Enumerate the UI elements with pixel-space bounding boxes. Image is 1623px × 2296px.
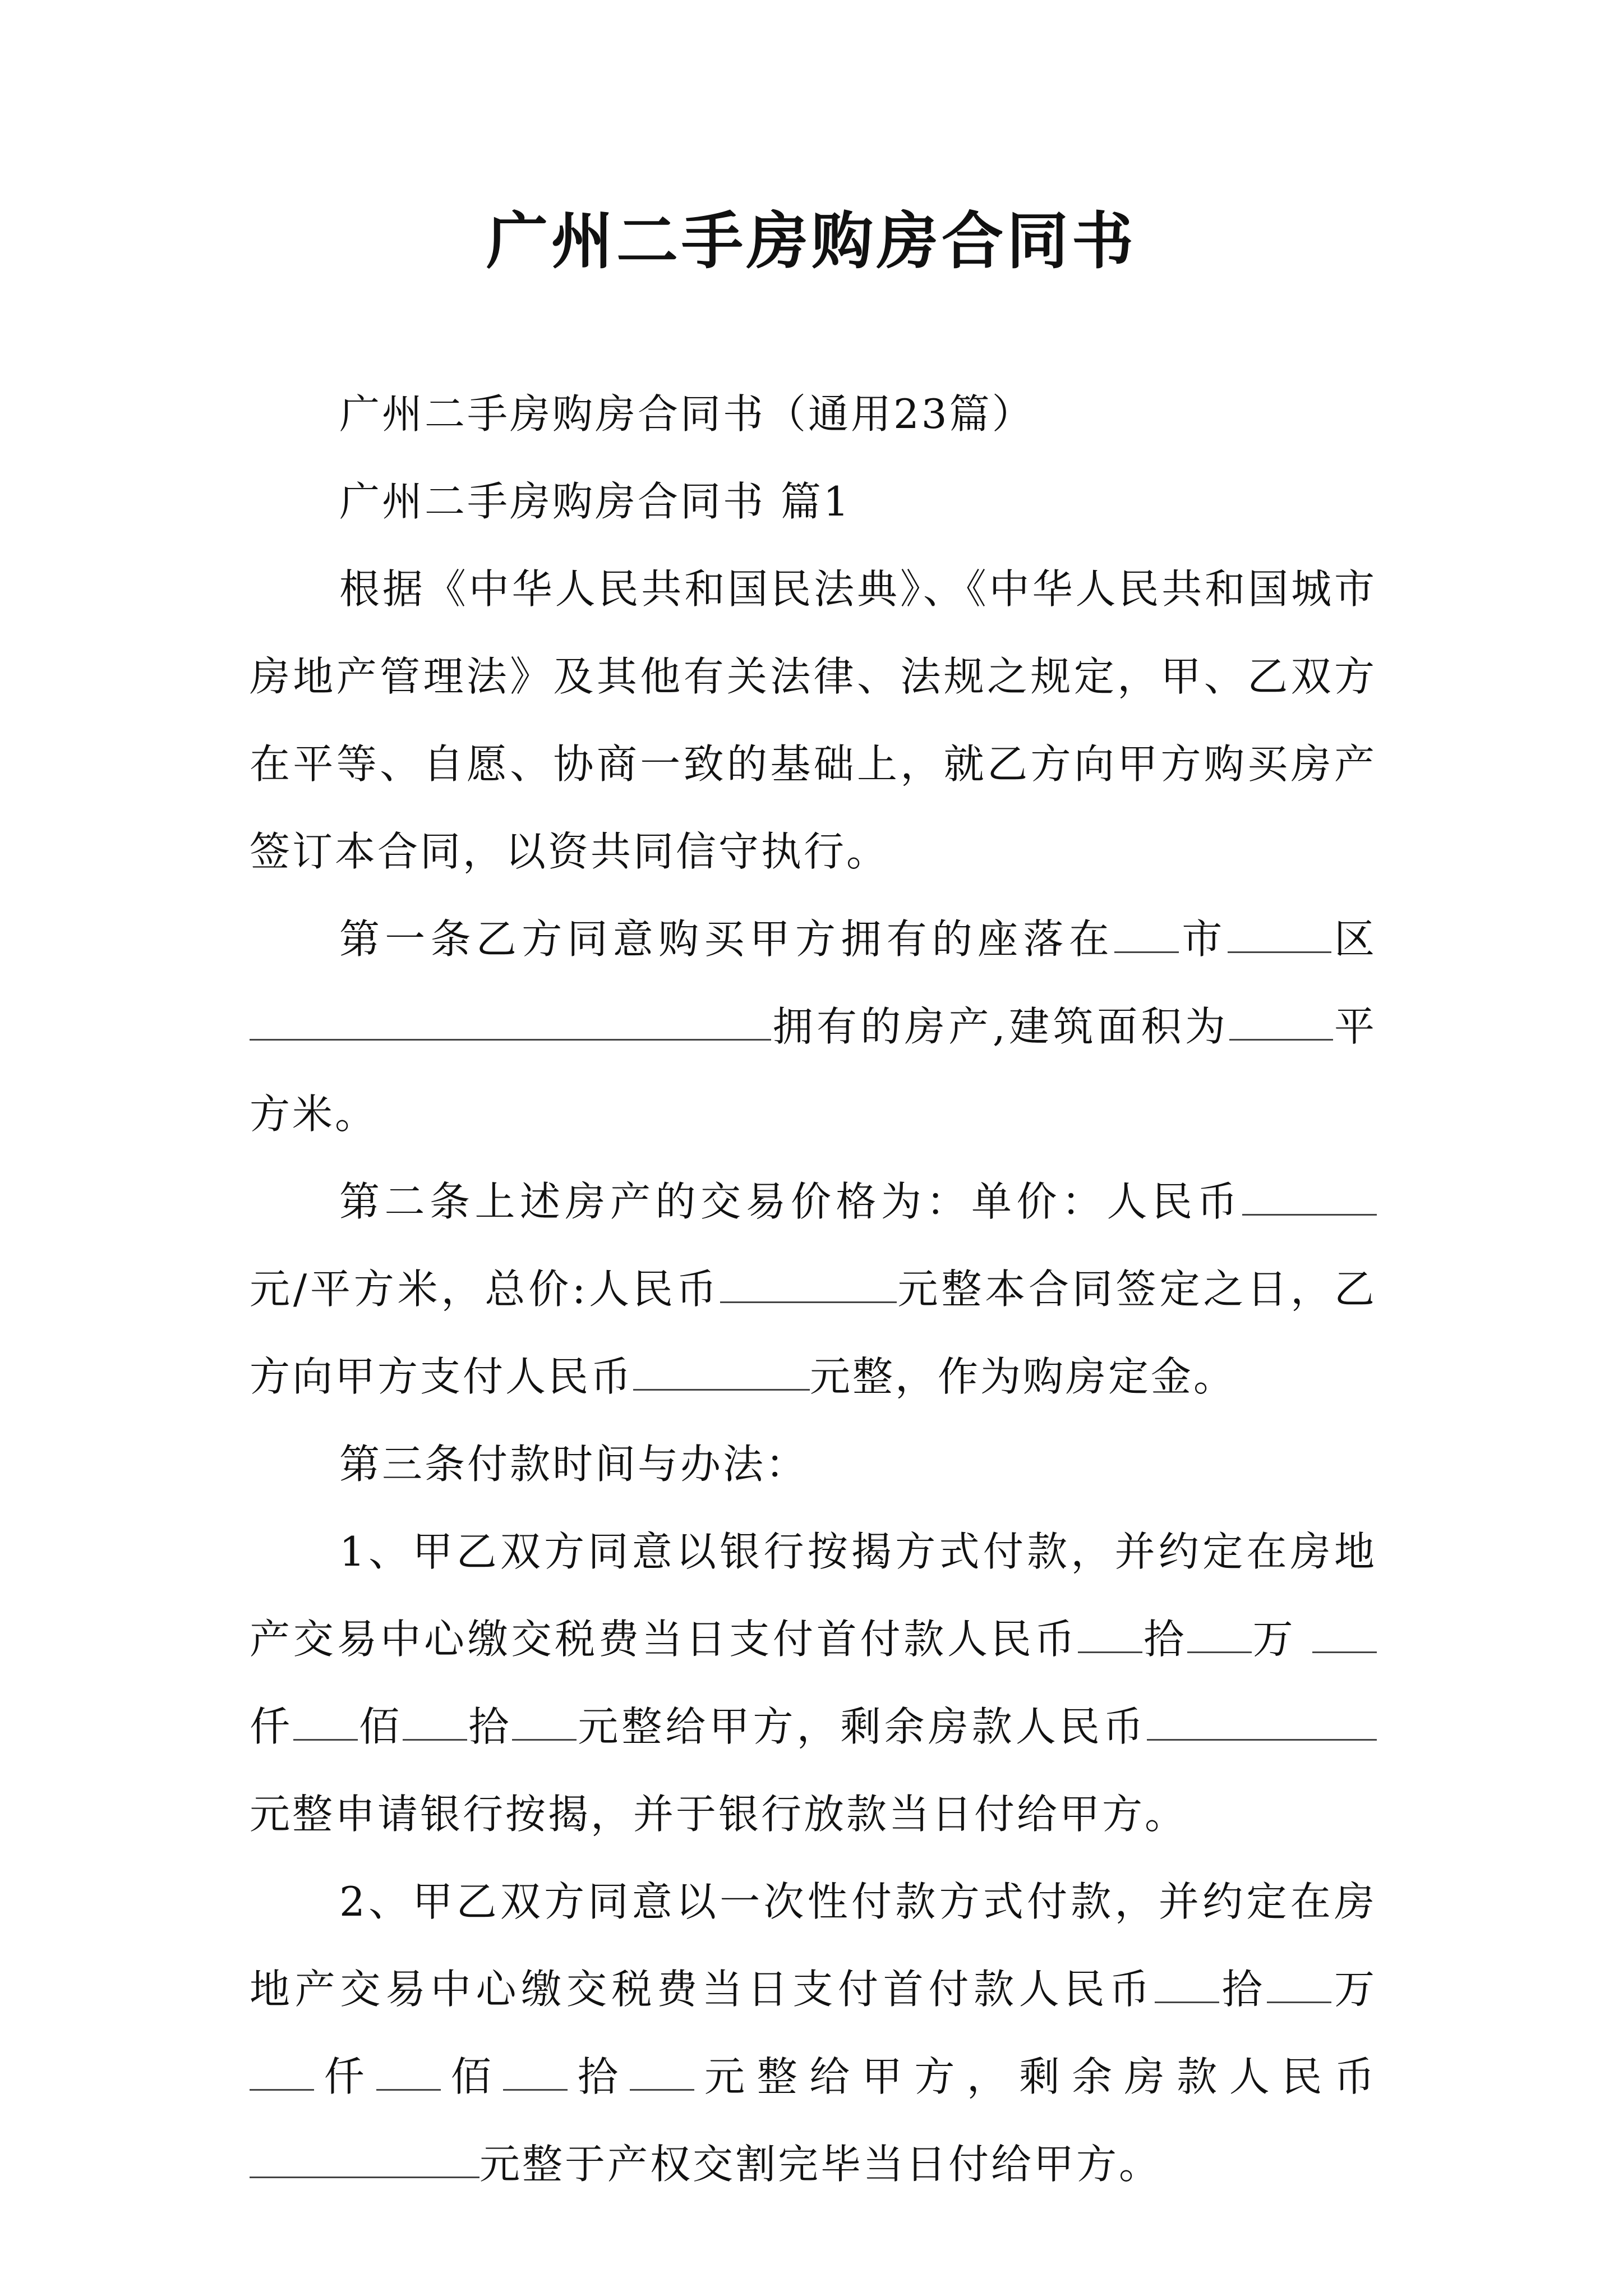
article-2: 第二条上述房产的交易价格为：单价：人民币元/平方米，总价:人民币 元整本合同签定之日，乙方向甲方支付人民币 元整，作为购房定金。 [250,1178,1377,1400]
article-3-heading: 第三条付款时间与办法： [339,1441,809,1488]
article-1: 第一条乙方同意购买甲方拥有的座落在 市 区拥有的房产,建筑面积为 平方米。 [250,915,1377,1138]
blank-remaining-amount [1147,1703,1377,1741]
blank-amount [376,2053,441,2091]
intro-paragraph: 根据《中华人民共和国民法典》、《中华人民共和国城市房地产管理法》及其他有关法律、法规之规定，甲、乙双方在平等、自愿、协商一致的基础上，就乙方向甲方购买房产签订本合同，以资共同信守执行。 [250,565,1377,875]
article-3-item-1: 1、甲乙双方同意以银行按揭方式付款，并约定在房地产交易中心缴交税费当日支付首付款人民币 拾 万 仟 佰 拾 元整给甲方，剩余房款人民币元整申请银行按揭，并于银行放款当日付给甲方。 [250,1528,1377,1838]
section-heading: 广州二手房购房合同书 篇1 [339,478,851,525]
blank-amount [293,1703,358,1741]
document-body [250,370,1377,2208]
blank-district-prefix [1228,915,1331,953]
blank-address [250,1003,771,1041]
blank-amount [403,1703,467,1741]
blank-amount [512,1703,577,1741]
blank-remaining-amount [250,2141,479,2178]
blank-amount [1312,1616,1377,1653]
blank-amount [630,2053,694,2091]
blank-unit-price [1242,1178,1377,1216]
blank-amount [503,2053,568,2091]
blank-amount [1267,1966,1331,2003]
blank-amount [250,2053,314,2091]
blank-deposit [633,1353,810,1391]
subtitle: 广州二手房购房合同书（通用23篇） [339,390,1035,438]
blank-amount [1078,1616,1142,1653]
document-title: 广州二手房购房合同书 [486,205,1137,277]
blank-total-price [720,1266,897,1303]
blank-city [1114,915,1179,953]
blank-amount [1187,1616,1252,1653]
blank-area [1229,1003,1333,1041]
article-3-item-2: 2、甲乙双方同意以一次性付款方式付款，并约定在房地产交易中心缴交税费当日支付首付款人民币 拾 万 仟 佰 拾 元整给甲方，剩余房款人民币元整于产权交割完毕当日付给甲方。 [250,1878,1377,2188]
blank-amount [1155,1966,1219,2003]
